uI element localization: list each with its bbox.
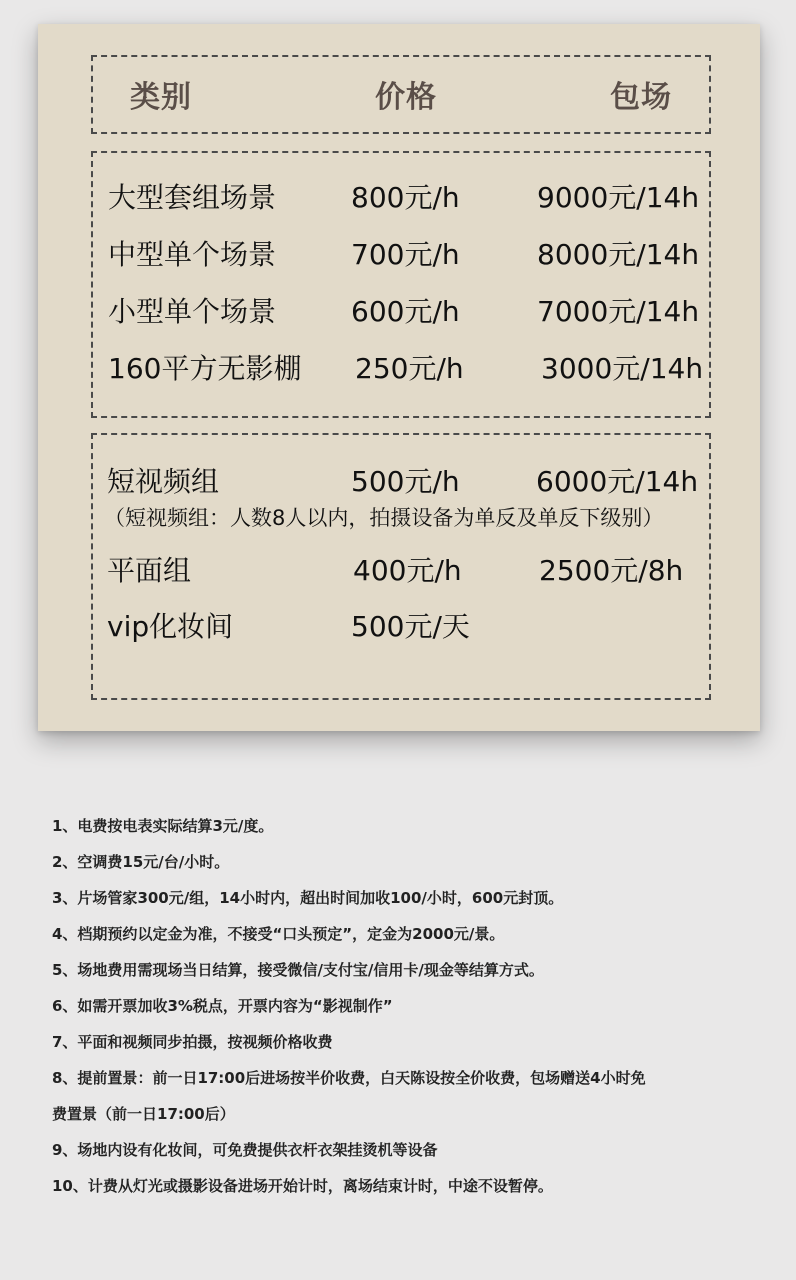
vip-room-price: 500元/天 xyxy=(351,610,470,643)
table-row-package: 9000元/14h xyxy=(537,181,700,214)
table-row-name: 大型套组场景 xyxy=(108,181,277,214)
table-row-name: 160平方无影棚 xyxy=(108,352,302,385)
table-row-price: 800元/h xyxy=(351,181,460,214)
table-row-name: 中型单个场景 xyxy=(108,238,277,271)
rule-item: 2、空调费15元/台/小时。 xyxy=(52,853,230,871)
column-header-package: 包场 xyxy=(610,80,672,115)
rule-item: 9、场地内设有化妆间，可免费提供衣杆衣架挂烫机等设备 xyxy=(52,1141,438,1159)
rule-item: 5、场地费用需现场当日结算，接受微信/支付宝/信用卡/现金等结算方式。 xyxy=(52,961,544,979)
table-row-price: 250元/h xyxy=(355,352,464,385)
table-row-price: 600元/h xyxy=(351,295,460,328)
table-row-name: 小型单个场景 xyxy=(108,295,277,328)
rule-item: 3、片场管家300元/组，14小时内，超出时间加收100/小时，600元封顶。 xyxy=(52,889,564,907)
video-group-name: 短视频组 xyxy=(107,465,220,498)
photo-group-package: 2500元/8h xyxy=(539,554,684,587)
video-group-package: 6000元/14h xyxy=(536,465,699,498)
table-row-package: 8000元/14h xyxy=(537,238,700,271)
video-group-price: 500元/h xyxy=(351,465,460,498)
table-row-package: 3000元/14h xyxy=(541,352,704,385)
video-group-note: （短视频组：人数8人以内，拍摄设备为单反及单反下级别） xyxy=(104,506,664,530)
photo-group-name: 平面组 xyxy=(107,554,192,587)
rules-list xyxy=(52,808,782,1204)
photo-group-price: 400元/h xyxy=(353,554,462,587)
column-header-category: 类别 xyxy=(130,80,192,115)
rule-item: 4、档期预约以定金为准，不接受“口头预定”，定金为2000元/景。 xyxy=(52,925,505,943)
vip-room-name: vip化妆间 xyxy=(107,610,234,643)
rule-item: 6、如需开票加收3%税点，开票内容为“影视制作” xyxy=(52,997,393,1015)
rule-item: 8、提前置景：前一日17:00后进场按半价收费，白天陈设按全价收费，包场赠送4小时免 xyxy=(52,1069,646,1087)
column-header-price: 价格 xyxy=(375,80,437,115)
rule-item: 10、计费从灯光或摄影设备进场开始计时，离场结束计时，中途不设暂停。 xyxy=(52,1177,553,1195)
rule-item: 费置景（前一日17:00后） xyxy=(52,1105,235,1123)
table-row-package: 7000元/14h xyxy=(537,295,700,328)
price-card xyxy=(38,24,760,731)
rule-item: 7、平面和视频同步拍摄，按视频价格收费 xyxy=(52,1033,333,1051)
rule-item: 1、电费按电表实际结算3元/度。 xyxy=(52,817,274,835)
table-row-price: 700元/h xyxy=(351,238,460,271)
